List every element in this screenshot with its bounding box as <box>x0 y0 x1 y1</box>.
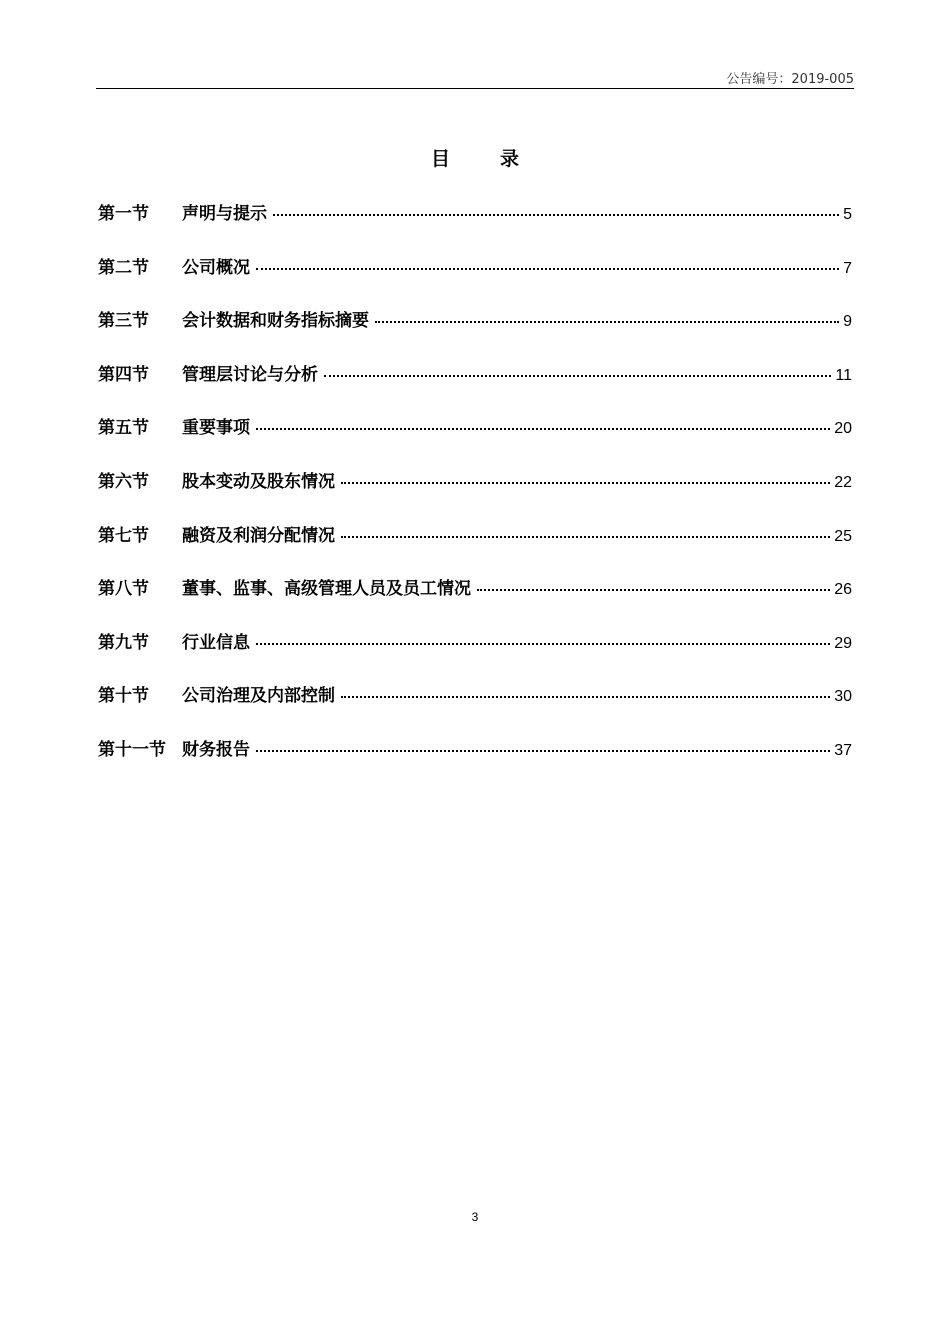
toc-entry-number: 第七节 <box>98 525 149 546</box>
toc-entry-label: 管理层讨论与分析 <box>182 364 318 385</box>
toc-entry-number: 第六节 <box>98 471 149 492</box>
toc-entry[interactable] <box>98 306 852 360</box>
toc-entry-page: 37 <box>834 741 852 759</box>
toc-entry-number: 第五节 <box>98 418 149 439</box>
toc-dot-leader <box>341 536 830 538</box>
toc-entry-number: 第九节 <box>98 632 149 653</box>
toc-dot-leader <box>477 589 830 591</box>
toc-entry-number: 第一节 <box>98 204 149 224</box>
toc-dot-leader <box>341 696 830 698</box>
toc-entry[interactable] <box>98 681 852 735</box>
toc-entry[interactable] <box>98 735 852 789</box>
page-header <box>96 66 854 89</box>
toc-entry-number: 第八节 <box>98 579 149 600</box>
toc-entry[interactable] <box>98 628 852 682</box>
toc-entry-number: 第二节 <box>98 257 149 278</box>
toc-entry-number: 第十节 <box>98 686 149 707</box>
toc-entry-label: 董事、监事、高级管理人员及员工情况 <box>182 579 471 600</box>
toc-entry-page: 22 <box>834 473 852 491</box>
toc-dot-leader <box>256 643 830 645</box>
toc-dot-leader <box>324 375 831 377</box>
toc-entry-label: 融资及利润分配情况 <box>182 525 335 546</box>
toc-entry-number: 第三节 <box>98 311 149 332</box>
toc-entry[interactable] <box>98 521 852 575</box>
toc-entry-number: 第十一节 <box>98 739 166 760</box>
toc-entry-label: 重要事项 <box>182 418 250 439</box>
toc-entry-page: 9 <box>843 313 852 331</box>
toc-entry-label: 财务报告 <box>182 739 250 760</box>
toc-entry-page: 5 <box>843 206 852 223</box>
toc-list <box>98 199 852 789</box>
toc-entry-page: 30 <box>834 688 852 706</box>
toc-entry-page: 7 <box>843 259 852 277</box>
toc-entry-page: 20 <box>834 420 852 438</box>
toc-entry[interactable] <box>98 467 852 521</box>
toc-dot-leader <box>256 268 839 270</box>
toc-entry-page: 26 <box>834 581 852 599</box>
toc-entry-label: 公司治理及内部控制 <box>182 686 335 707</box>
toc-entry-label: 会计数据和财务指标摘要 <box>182 311 369 332</box>
toc-entry[interactable] <box>98 253 852 307</box>
toc-entry-page: 29 <box>834 634 852 652</box>
toc-dot-leader <box>341 482 830 484</box>
toc-entry-number: 第四节 <box>98 364 149 385</box>
toc-title: 目录 <box>430 148 569 170</box>
toc-entry-page: 25 <box>834 527 852 545</box>
toc-entry-label: 公司概况 <box>182 257 250 278</box>
toc-dot-leader <box>273 214 839 216</box>
page-number: 3 <box>471 1210 479 1224</box>
toc-dot-leader <box>256 750 830 752</box>
toc-entry-label: 声明与提示 <box>182 204 267 224</box>
toc-entry-page: 11 <box>835 366 852 384</box>
toc-dot-leader <box>375 321 839 323</box>
toc-entry[interactable] <box>98 413 852 467</box>
toc-dot-leader <box>256 428 830 430</box>
toc-entry-label: 股本变动及股东情况 <box>182 471 335 492</box>
toc-entry[interactable] <box>98 574 852 628</box>
toc-entry[interactable] <box>98 360 852 414</box>
announcement-code: 公告编号：2019-005 <box>726 72 854 87</box>
toc-entry[interactable] <box>98 199 852 253</box>
toc-entry-label: 行业信息 <box>182 632 250 653</box>
